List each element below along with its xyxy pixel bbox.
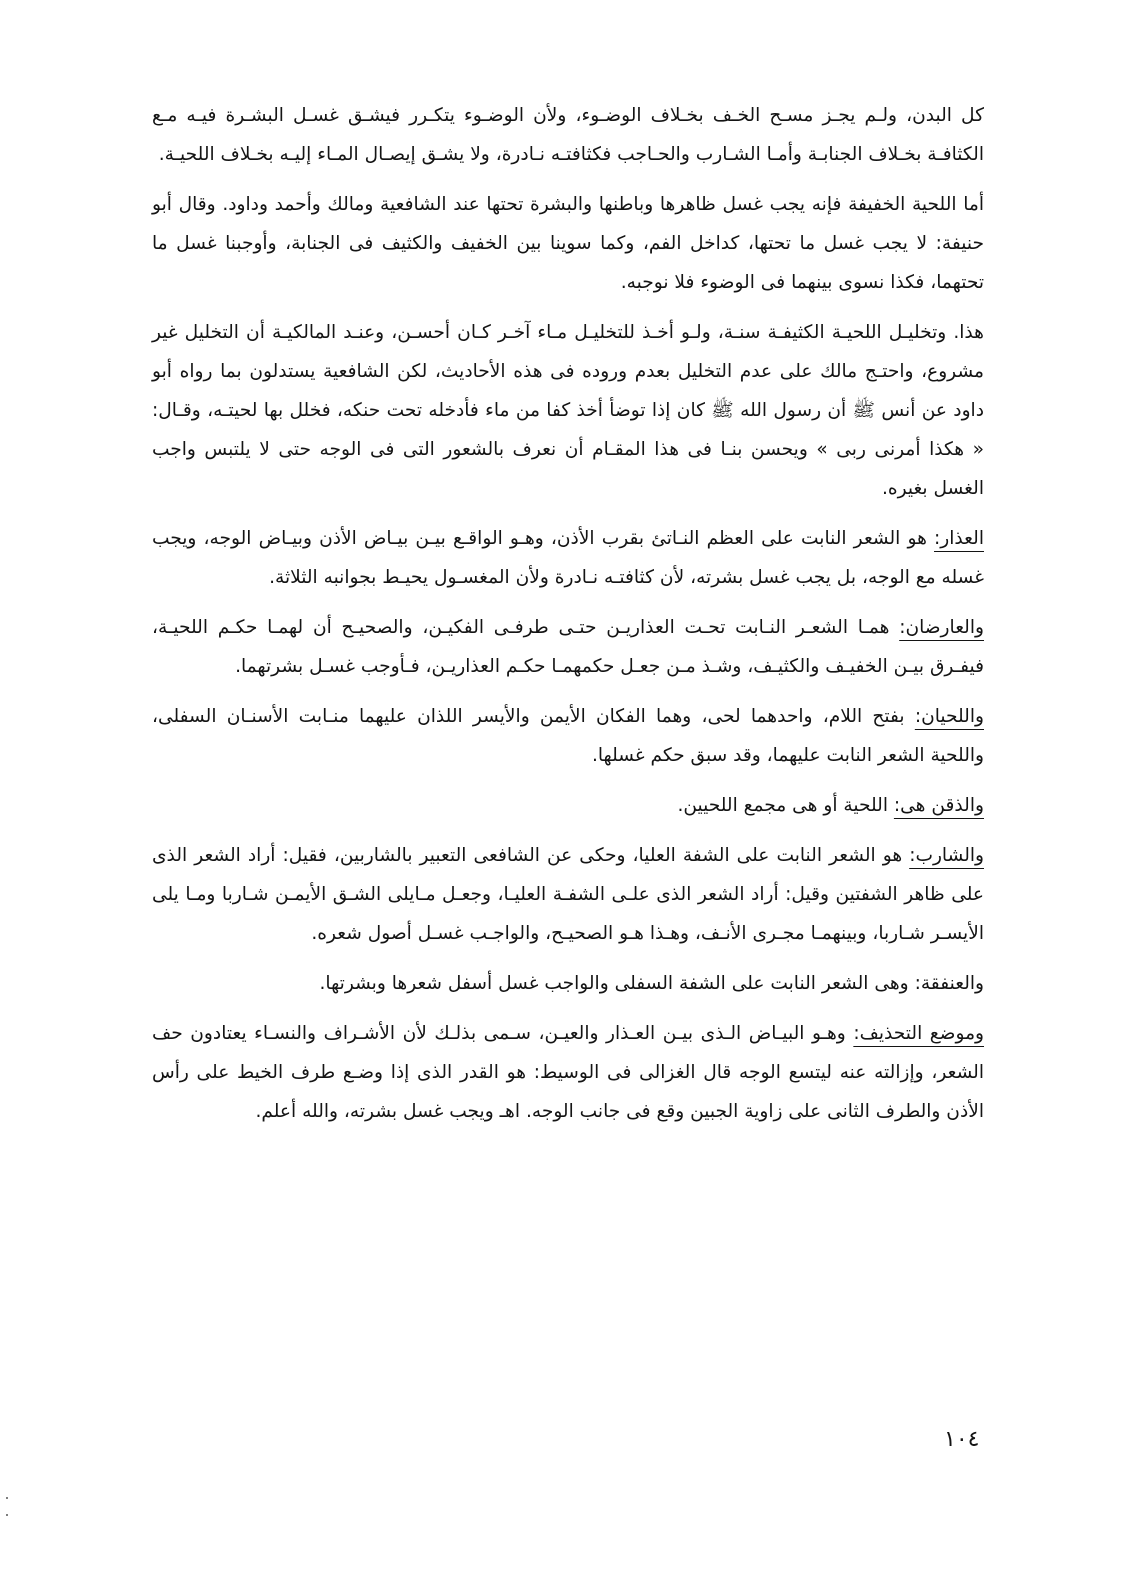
- paragraph-2-text: أما اللحية الخفيفة فإنه يجب غسل ظاهرها وباطنها والبشرة تحتها عند الشافعية ومالك وأحمد وداود. وقال أبو حنيفة: لا يجب غسل ما تحتها، كداخل الفم، وكما سوينا بين الخفيف والكثيف فى الجنابة، وأوجبنا غسل ما تحتهما، فكذا نسوى بينهما فى الوضوء فلا نوجبه.: [152, 194, 984, 293]
- paragraph-1-text: كل البدن، ولـم يجـز مسـح الخـف بخـلاف الوضـوء، ولأن الوضـوء يتكـرر فيشـق غسـل البشـرة فيـه مـع الكثافـة بخـلاف الجنابـة وأمـا الشـارب والحـاجب فكثافتـه نـادرة، ولا يشـق إيصـال المـاء إليـه بخـلاف اللحيـة.: [152, 105, 984, 165]
- page-body: [152, 96, 984, 1426]
- page-number: ١٠٤: [944, 1427, 980, 1452]
- paragraph-dhaqan: [152, 786, 984, 825]
- paragraph-sharib-text: هو الشعر النابت على الشفة العليا، وحكى عن الشافعى التعبير بالشاربين، فقيل: أراد الشعر الذى على ظاهر الشفتين وقيل: أراد الشعر الذى علـى الشفـة العليـا، وجعـل مـايلى الشـق الأيمـن شـاربا ومـا يلى الأيسـر شـاربا، وبينهمـا مجـرى الأنـف، وهـذا هـو الصحيـح، والواجـب غسـل أصول شعره.: [152, 845, 984, 944]
- term-dhaqan: والذقن هى:: [893, 795, 984, 816]
- paragraph-lahyan-text: بفتح اللام، واحدهما لحى، وهما الفكان الأيمن والأيسر اللذان عليهما منـابت الأسنـان السفلى، واللحية الشعر النابت عليهما، وقد سبق حكم غسلها.: [152, 706, 984, 766]
- paragraph-1: [152, 96, 984, 174]
- term-aridan: والعارضان:: [899, 617, 984, 638]
- paragraph-anfaqa-text: والعنفقة: وهى الشعر النابت على الشفة السفلى والواجب غسل أسفل شعرها وبشرتها.: [319, 973, 984, 994]
- term-sharib: والشارب:: [909, 845, 984, 866]
- scan-speck: [6, 1514, 8, 1516]
- paragraph-aridan-text: همـا الشعـر النـابت تحـت العذاريـن حتـى طرفـى الفكيـن، والصحيـح أن لهمـا حكـم اللحيـة، فيفـرق بيـن الخفيـف والكثيـف، وشـذ مـن جعـل حكمهمـا حكـم العذاريـن، فـأوجب غسـل بشرتهما.: [152, 617, 984, 677]
- paragraph-tahdhif-text: وهـو البيـاض الـذى بيـن العـذار والعيـن، سـمى بذلـك لأن الأشـراف والنسـاء يعتادون حف الشعر، وإزالته عنه ليتسع الوجه قال الغزالى فى الوسيط: هو القدر الذى إذا وضـع طرف الخيط على رأس الأذن والطرف الثانى على زاوية الجبين وقع فى جانب الوجه. اهـ ويجب غسل بشرته، والله أعلم.: [152, 1023, 984, 1122]
- paragraph-sharib: [152, 836, 984, 953]
- paragraph-anfaqa: [152, 964, 984, 1003]
- paragraph-idhar-text: هو الشعر النابت على العظم النـاتئ بقرب الأذن، وهـو الواقـع بيـن بيـاض الأذن وبيـاض الوجه، ويجب غسله مع الوجه، بل يجب غسل بشرته، لأن كثافتـه نـادرة ولأن المغسـول يحيـط بجوانبه الثلاثة.: [152, 528, 984, 588]
- paragraph-idhar: [152, 519, 984, 597]
- term-lahyan: واللحيان:: [914, 706, 984, 727]
- paragraph-2: [152, 185, 984, 302]
- paragraph-3-text: هذا. وتخليـل اللحيـة الكثيفـة سنـة، ولـو أخـذ للتخليـل مـاء آخـر كـان أحسـن، وعنـد المالكيـة أن التخليل غير مشروع، واحتـج مالك على عدم التخليل بعدم وروده فى هذه الأحاديث، لكن الشافعية يستدلون بما رواه أبو داود عن أنس ﷺ أن رسول الله ﷺ كان إذا توضأ أخذ كفا من ماء فأدخله تحت حنكه، فخلل بها لحيتـه، وقـال: « هكذا أمرنى ربى » ويحسن بنـا فى هذا المقـام أن نعرف بالشعور التى فى الوجه حتى لا يلتبس واجب الغسل بغيره.: [152, 322, 984, 499]
- term-idhar: العذار:: [934, 528, 984, 549]
- paragraph-3: [152, 313, 984, 508]
- scan-speck: [6, 1497, 8, 1499]
- paragraph-lahyan: [152, 697, 984, 775]
- paragraph-tahdhif: [152, 1014, 984, 1131]
- paragraph-dhaqan-text: اللحية أو هى مجمع اللحيين.: [677, 795, 894, 816]
- paragraph-aridan: [152, 608, 984, 686]
- term-tahdhif: وموضع التحذيف:: [853, 1023, 985, 1044]
